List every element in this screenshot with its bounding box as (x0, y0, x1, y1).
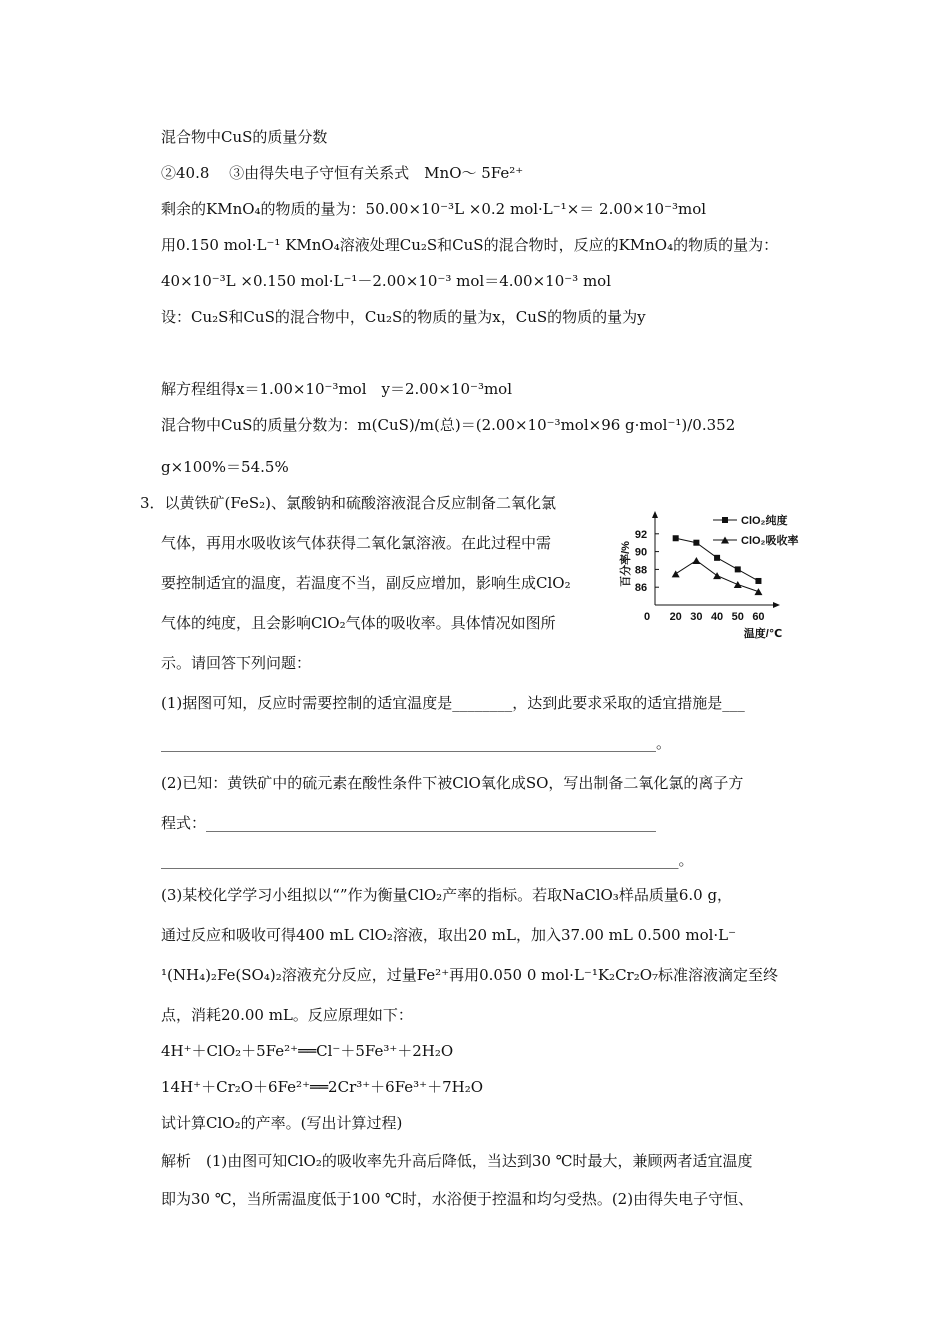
question-line: 气体的纯度，且会影响ClO₂气体的吸收率。具体情况如图所 (161, 614, 556, 632)
text-line: 解方程组得x＝1.00×10⁻³mol y＝2.00×10⁻³mol (161, 380, 513, 398)
text-line: 混合物中CuS的质量分数 (161, 128, 328, 146)
analysis-line: 解析 (1)由图可知ClO₂的吸收率先升高后降低，当达到30 ℃时最大，兼顾两者适宜温度 (161, 1152, 753, 1170)
x-tick-label: 30 (690, 611, 703, 623)
x-tick-label: 40 (710, 611, 724, 623)
data-point-purity (673, 535, 679, 541)
data-point-purity (714, 555, 720, 561)
y-tick-label: 92 (634, 528, 648, 541)
equation-line: 14H⁺＋Cr₂O＋6Fe²⁺══2Cr³⁺＋6Fe³⁺＋7H₂O (161, 1078, 484, 1096)
question-line: (1)据图可知，反应时需要控制的适宜温度是________，达到此要求采取的适宜措施是___ (161, 694, 745, 712)
x-tick-label: 20 (669, 611, 682, 623)
data-point-absorption (734, 581, 742, 588)
text-line: ②40.8 ③由得失电子守恒有关系式 MnO～ 5Fe²⁺ (161, 164, 524, 182)
text-line: 剩余的KMnO₄的物质的量为：50.00×10⁻³L ×0.2 mol·L⁻¹×＝ 2.00×10⁻³mol (161, 200, 707, 218)
legend-label-absorption: ClO₂吸收率 (741, 535, 799, 547)
text-line: 设：Cu₂S和CuS的混合物中，Cu₂S的物质的量为x，CuS的物质的量为y (161, 308, 646, 326)
legend-label-purity: ClO₂纯度 (741, 515, 788, 527)
question-line: 气体，再用水吸收该气体获得二氧化氯溶液。在此过程中需 (161, 534, 552, 552)
text-line: 用0.150 mol·L⁻¹ KMnO₄溶液处理Cu₂S和CuS的混合物时，反应的KMnO₄的物质的量为： (161, 236, 779, 254)
data-point-purity (693, 540, 699, 546)
legend (713, 513, 798, 547)
analysis-line: 即为30 ℃，当所需温度低于100 ℃时，水浴便于控温和均匀受热。(2)由得失电子守恒、 (161, 1190, 754, 1208)
data-point-absorption (754, 588, 762, 595)
x-axis-label: 温度/℃ (743, 628, 783, 640)
question-line: 试计算ClO₂的产率。(写出计算过程) (161, 1114, 403, 1132)
data-point-purity (735, 566, 741, 572)
text-line: g×100%＝54.5% (161, 458, 289, 476)
question-line: 示。请回答下列问题： (161, 654, 312, 672)
y-tick-label: 86 (634, 582, 648, 595)
question-line: 程式：____________________________________________________________ (161, 814, 657, 832)
x-axis-arrow (773, 602, 780, 608)
x-tick-label: 60 (752, 611, 765, 623)
data-point-absorption (692, 557, 700, 564)
y-tick-label: 88 (634, 564, 648, 577)
question-line: ¹(NH₄)₂Fe(SO₄)₂溶液充分反应，过量Fe²⁺再用0.050 0 mol·L⁻¹K₂Cr₂O₇标准溶液滴定至终 (161, 966, 779, 984)
question-line: (3)某校化学学习小组拟以“”作为衡量ClO₂产率的指标。若取NaClO₃样品质量6.0 g， (161, 886, 733, 904)
question-line: (2)已知：黄铁矿中的硫元素在酸性条件下被ClO氧化成SO，写出制备二氧化氯的离子方 (161, 774, 744, 792)
y-axis-arrow (652, 511, 658, 518)
data-point-purity (755, 578, 761, 584)
answer-blank-line: _____________________________________________________________________。 (161, 851, 694, 869)
data-point-absorption (672, 570, 680, 577)
origin-label: 0 (643, 611, 651, 623)
legend-marker-square (722, 517, 728, 523)
question-line: 点，消耗20.00 mL。反应原理如下： (161, 1006, 413, 1024)
x-tick-label: 50 (731, 611, 744, 623)
question-line: 3．以黄铁矿(FeS₂)、氯酸钠和硫酸溶液混合反应制备二氧化氯 (140, 494, 557, 512)
question-line: 要控制适宜的温度，若温度不当，副反应增加，影响生成ClO₂ (161, 574, 571, 592)
clo2-temperature-chart (615, 502, 820, 642)
question-line: 通过反应和吸收可得400 mL ClO₂溶液，取出20 mL，加入37.00 mL 0.500 mol·L⁻ (161, 926, 737, 944)
y-axis-label: 百分率/% (620, 541, 632, 587)
y-tick-label: 90 (634, 546, 648, 559)
answer-blank-line: __________________________________________________________________。 (161, 734, 672, 752)
equation-line: 4H⁺＋ClO₂＋5Fe²⁺══Cl⁻＋5Fe³⁺＋2H₂O (161, 1042, 454, 1060)
text-line: 混合物中CuS的质量分数为：m(CuS)/m(总)＝(2.00×10⁻³mol×96 g·mol⁻¹)/0.352 (161, 416, 736, 434)
text-line: 40×10⁻³L ×0.150 mol·L⁻¹－2.00×10⁻³ mol＝4.00×10⁻³ mol (161, 272, 612, 290)
